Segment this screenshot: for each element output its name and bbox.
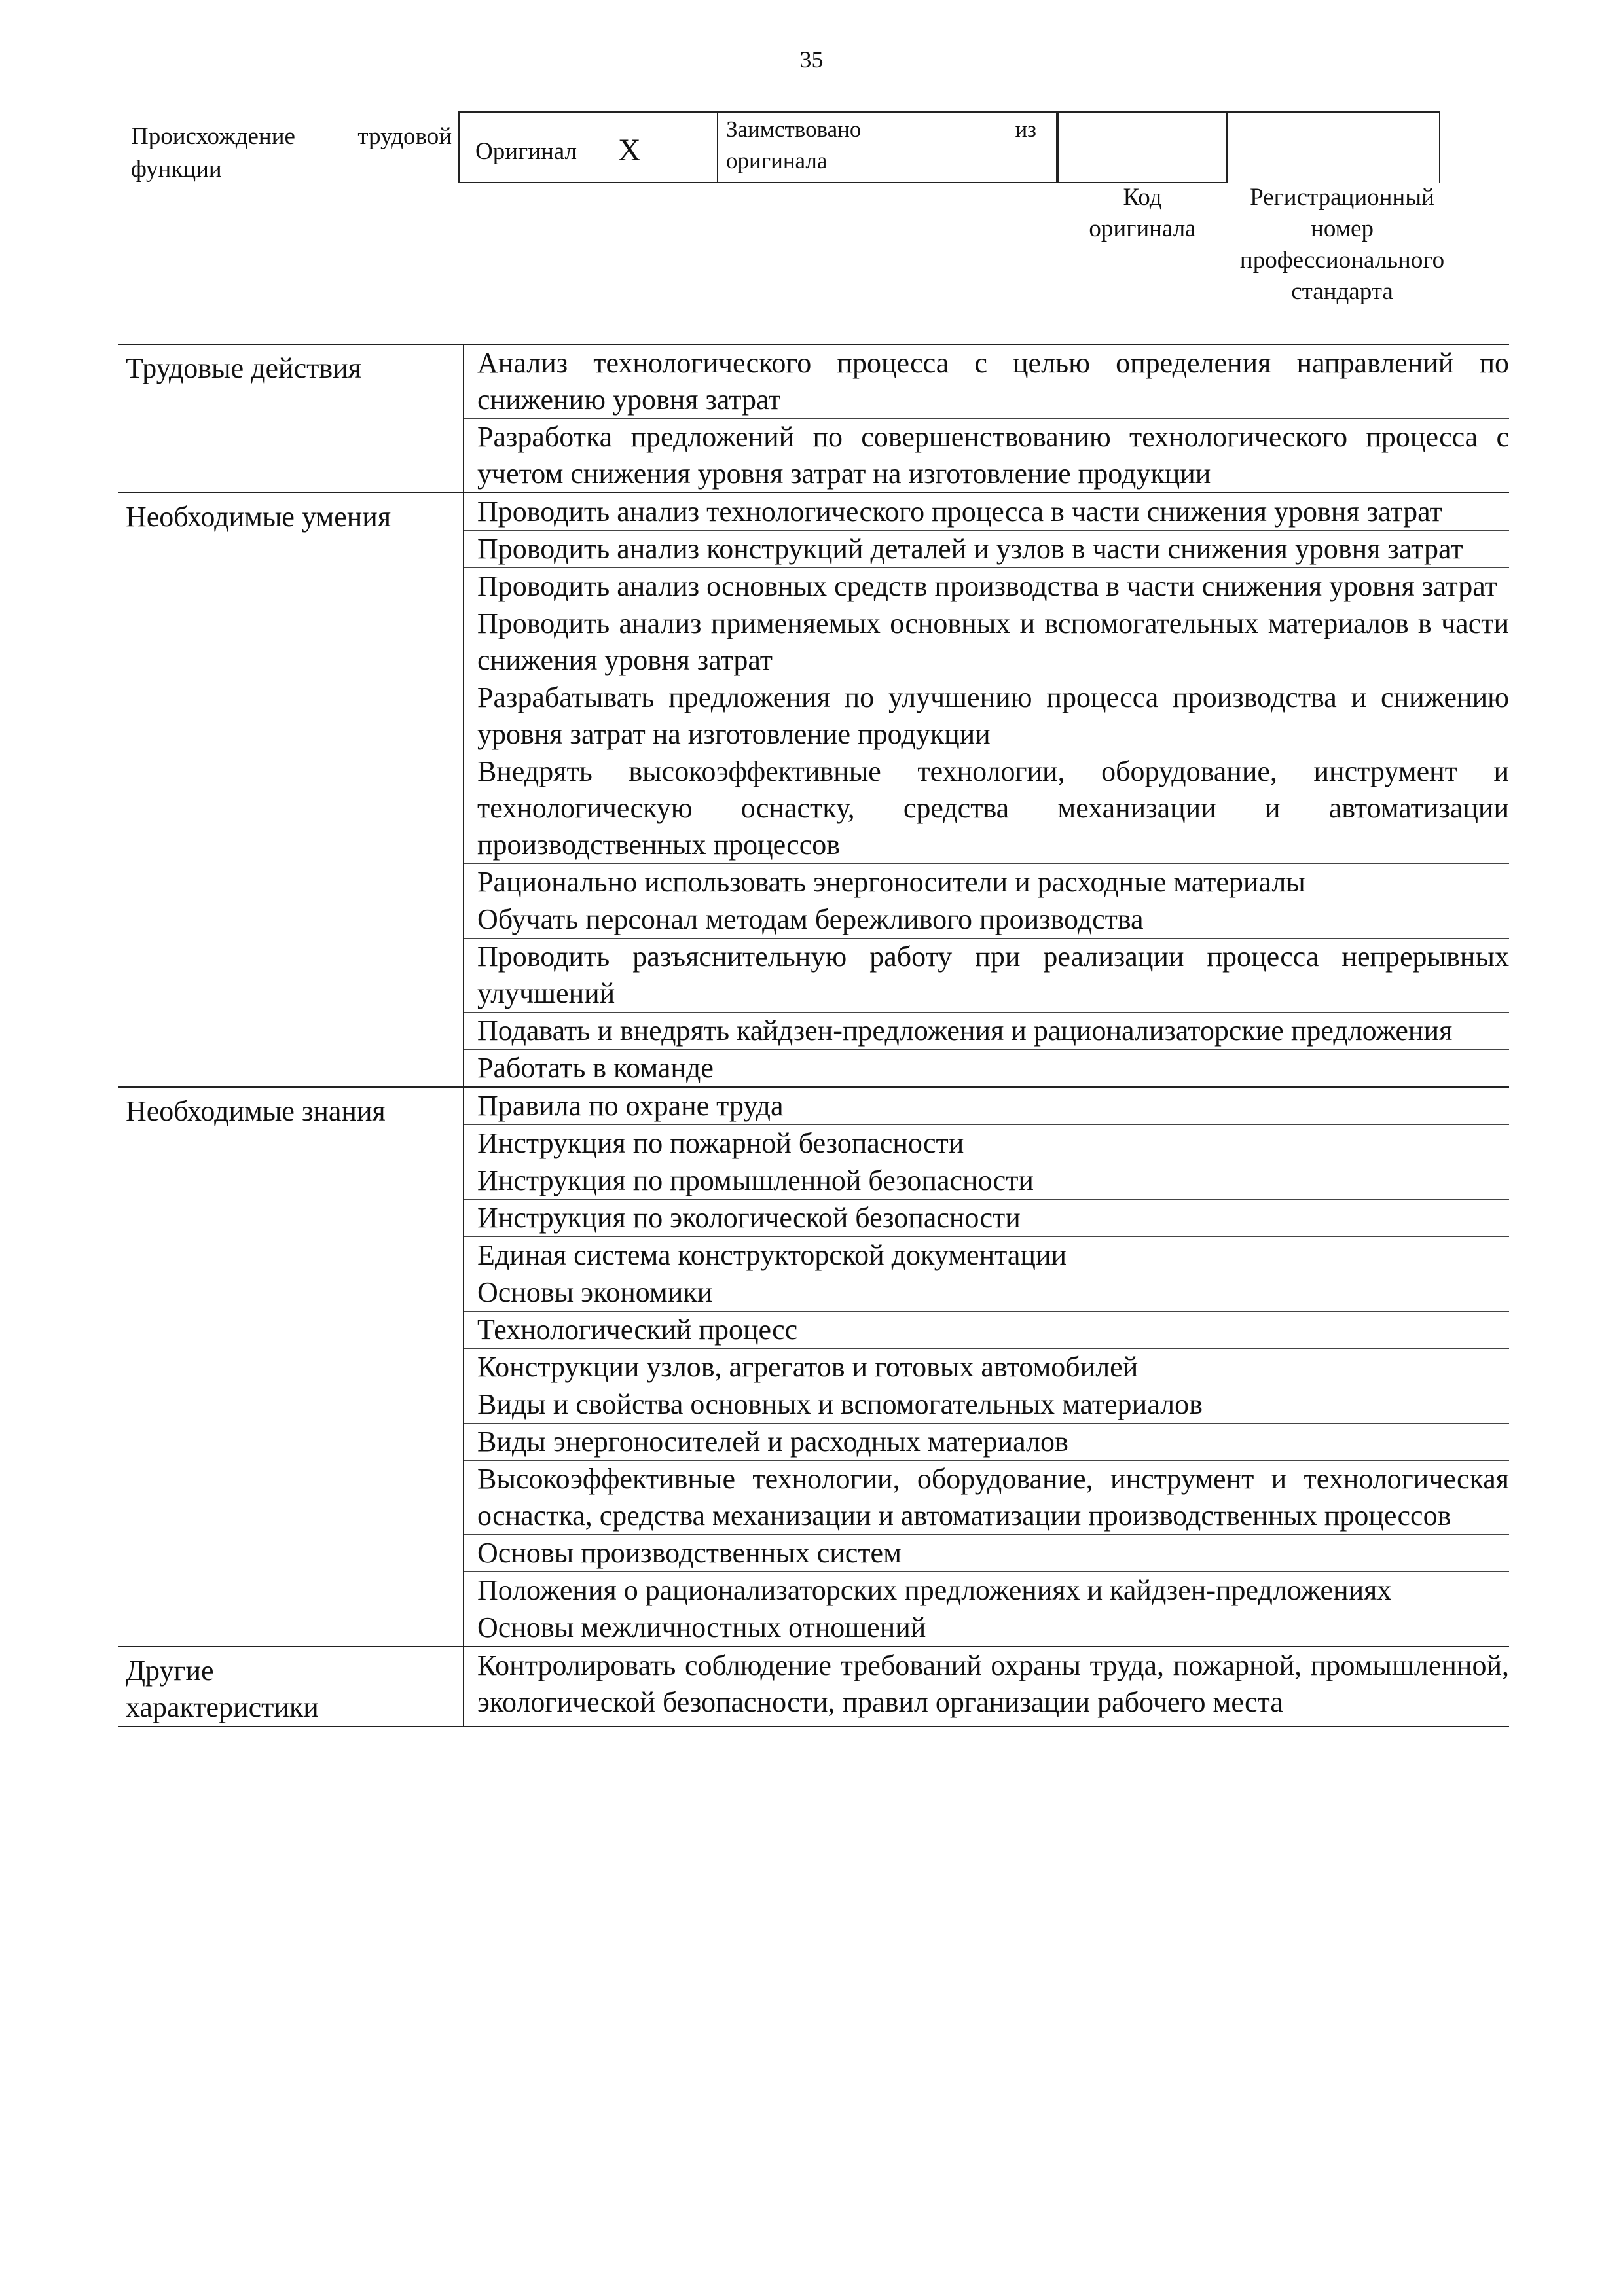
borrowed-label-2: оригинала <box>726 148 828 173</box>
list-item: Виды и свойства основных и вспомогательных материалов <box>464 1386 1509 1423</box>
list-item: Проводить анализ основных средств производства в части снижения уровня затрат <box>464 567 1509 605</box>
list-item: Проводить анализ конструкций деталей и узлов в части снижения уровня затрат <box>464 530 1509 567</box>
list-item: Контролировать соблюдение требований охраны труда, пожарной, промышленной, экологической безопасности, правил организации рабочего места <box>477 1649 1509 1718</box>
list-item: Технологический процесс <box>464 1311 1509 1348</box>
list-item: Инструкция по пожарной безопасности <box>464 1124 1509 1162</box>
list-item: Внедрять высокоэффективные технологии, оборудование, инструмент и технологическую оснастку, средства механизации и автоматизации производственных процессов <box>464 753 1509 863</box>
list-item: Работать в команде <box>464 1049 1509 1086</box>
section-required-knowledge <box>118 1087 1509 1647</box>
list-item: Высокоэффективные технологии, оборудование, инструмент и технологическая оснастка, средства механизации и автоматизации производственных процессов <box>464 1460 1509 1534</box>
items-cell <box>464 1647 1509 1727</box>
original-code-caption <box>1057 182 1228 245</box>
original-mark: X <box>618 133 641 168</box>
page-number: 35 <box>799 46 824 73</box>
category-label-line: характеристики <box>126 1691 319 1723</box>
origin-label <box>131 120 452 186</box>
list-item: Единая система конструкторской документации <box>464 1236 1509 1274</box>
origin-label-line: функции <box>131 156 222 183</box>
list-item: Виды энергоносителей и расходных материалов <box>464 1423 1509 1460</box>
category-label: Необходимые умения <box>118 493 464 1087</box>
list-item: Обучать персонал методам бережливого производства <box>464 901 1509 938</box>
list-item: Разработка предложений по совершенствованию технологического процесса с учетом снижения уровня затрат на изготовление продукции <box>464 418 1509 492</box>
caption-line: оригинала <box>1089 215 1196 242</box>
caption-line: номер <box>1311 215 1374 242</box>
caption-line: Регистрационный <box>1250 184 1434 211</box>
category-label-line: Другие <box>126 1655 214 1687</box>
origin-block <box>131 111 1506 321</box>
caption-line: Код <box>1123 184 1162 211</box>
origin-label-line: Происхождение трудовой <box>131 123 452 150</box>
list-item: Рационально использовать энергоносители и расходные материалы <box>464 863 1509 901</box>
list-item: Основы экономики <box>464 1274 1509 1311</box>
original-box <box>458 111 717 183</box>
borrowed-label: Заимствовано <box>726 117 862 142</box>
list-item: Проводить разъяснительную работу при реализации процесса непрерывных улучшений <box>464 938 1509 1012</box>
section-required-skills <box>118 493 1509 1087</box>
list-item: Инструкция по промышленной безопасности <box>464 1162 1509 1199</box>
labor-function-table <box>118 344 1509 1727</box>
caption-line: профессионального <box>1239 247 1445 274</box>
borrowed-box <box>717 111 1057 183</box>
list-item: Основы производственных систем <box>464 1534 1509 1571</box>
caption-line: стандарта <box>1291 278 1393 305</box>
items-cell <box>464 344 1509 493</box>
list-item: Инструкция по экологической безопасности <box>464 1199 1509 1236</box>
list-item: Проводить анализ применяемых основных и вспомогательных материалов в части снижения уровня затрат <box>464 605 1509 679</box>
section-other-characteristics <box>118 1647 1509 1727</box>
registration-number-caption <box>1228 182 1457 308</box>
list-item: Положения о рационализаторских предложениях и кайдзен-предложениях <box>464 1571 1509 1609</box>
category-label <box>118 1647 464 1727</box>
list-item: Правила по охране труда <box>477 1090 784 1122</box>
category-label: Необходимые знания <box>118 1087 464 1647</box>
list-item: Подавать и внедрять кайдзен-предложения и рационализаторские предложения <box>464 1012 1509 1049</box>
list-item: Конструкции узлов, агрегатов и готовых автомобилей <box>464 1348 1509 1386</box>
registration-number-box <box>1228 111 1440 183</box>
section-labor-actions <box>118 344 1509 493</box>
borrowed-from: из <box>1015 117 1036 142</box>
original-code-box <box>1057 111 1228 183</box>
category-label: Трудовые действия <box>118 344 464 493</box>
list-item: Проводить анализ технологического процесса в части снижения уровня затрат <box>477 495 1442 528</box>
items-cell <box>464 493 1509 1087</box>
list-item: Анализ технологического процесса с целью определения направлений по снижению уровня затрат <box>477 347 1509 416</box>
original-label: Оригинал <box>475 138 577 165</box>
items-cell <box>464 1087 1509 1647</box>
list-item: Разрабатывать предложения по улучшению процесса производства и снижению уровня затрат на изготовление продукции <box>464 679 1509 753</box>
list-item: Основы межличностных отношений <box>464 1609 1509 1646</box>
